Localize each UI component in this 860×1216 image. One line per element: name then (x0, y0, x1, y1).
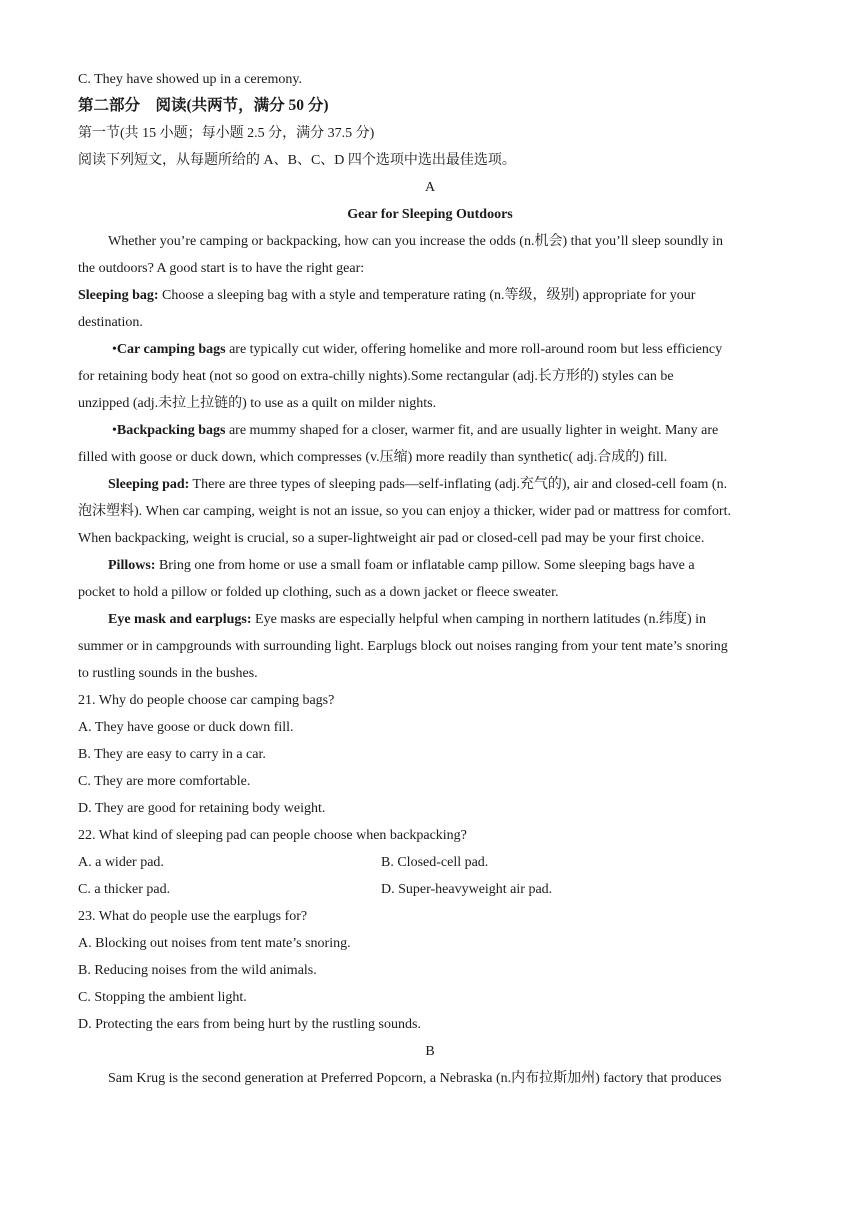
car-camping-label: Car camping bags (116, 342, 226, 357)
pillows-paragraph-line: Pillows: Bring one from home or use a small foam or inflatable camp pillow. Some sleeping bags have a (108, 558, 695, 573)
pillows-paragraph-line: pocket to hold a pillow or folded up clothing, such as a down jacket or fleece sweater. (78, 585, 559, 600)
answer-option: B. Reducing noises from the wild animals. (78, 963, 317, 978)
car-camping-paragraph-line: •Car camping bags are typically cut wider, offering homelike and more roll-around room but less efficiency (112, 342, 723, 357)
pillows-label: Pillows: (108, 558, 156, 573)
question-stem: 22. What kind of sleeping pad can people choose when backpacking? (78, 828, 467, 843)
answer-option: D. Super-heavyweight air pad. (381, 882, 553, 897)
backpacking-paragraph-line: filled with goose or duck down, which compresses (v.压缩) more readily than synthetic( adj.合成的) fill. (78, 450, 668, 465)
sleeping-pad-label: Sleeping pad: (108, 477, 190, 492)
backpacking-label: Backpacking bags (116, 423, 226, 438)
previous-question-option: C. They have showed up in a ceremony. (78, 72, 302, 87)
passage-a-intro-line: the outdoors? A good start is to have the right gear: (78, 261, 365, 276)
bullet-icon: • (112, 423, 117, 438)
instructions: 阅读下列短文，从每题所给的 A、B、C、D 四个选项中选出最佳选项。 (78, 153, 516, 168)
subsection-title: 第一节(共 15 小题；每小题 2.5 分，满分 37.5 分) (78, 126, 375, 141)
answer-option: A. They have goose or duck down fill. (78, 720, 294, 735)
sleeping-pad-paragraph-line: When backpacking, weight is crucial, so a super-lightweight air pad or closed-cell pad may be your first choice. (78, 531, 705, 546)
backpacking-paragraph-line: •Backpacking bags are mummy shaped for a closer, warmer fit, and are usually lighter in weight. Many are (112, 423, 719, 438)
eye-mask-paragraph-line: summer or in campgrounds with surrounding light. Earplugs block out noises ranging from your tent mate’s snoring (78, 639, 728, 654)
car-camping-paragraph-line: for retaining body heat (not so good on extra-chilly nights).Some rectangular (adj.长方形的) styles can be (78, 369, 674, 384)
eye-mask-paragraph-line: to rustling sounds in the bushes. (78, 666, 258, 681)
question-stem: 23. What do people use the earplugs for? (78, 909, 308, 924)
question-stem: 21. Why do people choose car camping bags? (78, 693, 335, 708)
answer-option: D. Protecting the ears from being hurt by the rustling sounds. (78, 1017, 421, 1032)
sleeping-bag-label: Sleeping bag: (78, 288, 159, 303)
passage-b-line: Sam Krug is the second generation at Preferred Popcorn, a Nebraska (n.内布拉斯加州) factory that produces (108, 1071, 722, 1086)
sleeping-pad-paragraph-line: 泡沫塑料). When car camping, weight is not an issue, so you can enjoy a thicker, wider pad or mattress for comfort. (78, 504, 731, 519)
passage-a-intro-line: Whether you’re camping or backpacking, how can you increase the odds (n.机会) that you’ll sleep soundly in (108, 234, 724, 249)
passage-b-letter: B (425, 1044, 435, 1059)
eye-mask-paragraph-line: Eye mask and earplugs: Eye masks are especially helpful when camping in northern latitudes (n.纬度) in (108, 612, 707, 627)
passage-a-title: Gear for Sleeping Outdoors (347, 207, 513, 222)
car-camping-paragraph-line: unzipped (adj.未拉上拉链的) to use as a quilt on milder nights. (78, 396, 437, 411)
answer-option: C. a thicker pad. (78, 882, 171, 897)
section-title: 第二部分 阅读(共两节，满分 50 分) (78, 97, 329, 114)
sleeping-bag-paragraph-line: Sleeping bag: Choose a sleeping bag with a style and temperature rating (n.等级，级别) appropriate for your (78, 288, 696, 303)
bullet-icon: • (112, 342, 117, 357)
passage-a-letter: A (424, 180, 436, 195)
answer-option: D. They are good for retaining body weight. (78, 801, 326, 816)
answer-option: B. Closed-cell pad. (381, 855, 489, 870)
answer-option: C. They are more comfortable. (78, 774, 251, 789)
sleeping-bag-paragraph-line: destination. (78, 315, 143, 330)
answer-option: A. Blocking out noises from tent mate’s snoring. (78, 936, 351, 951)
answer-option: A. a wider pad. (78, 855, 164, 870)
sleeping-pad-paragraph-line: Sleeping pad: There are three types of sleeping pads—self-inflating (adj.充气的), air and closed-cell foam (n. (108, 477, 728, 492)
answer-option: B. They are easy to carry in a car. (78, 747, 266, 762)
eye-mask-label: Eye mask and earplugs: (108, 612, 252, 627)
answer-option: C. Stopping the ambient light. (78, 990, 247, 1005)
